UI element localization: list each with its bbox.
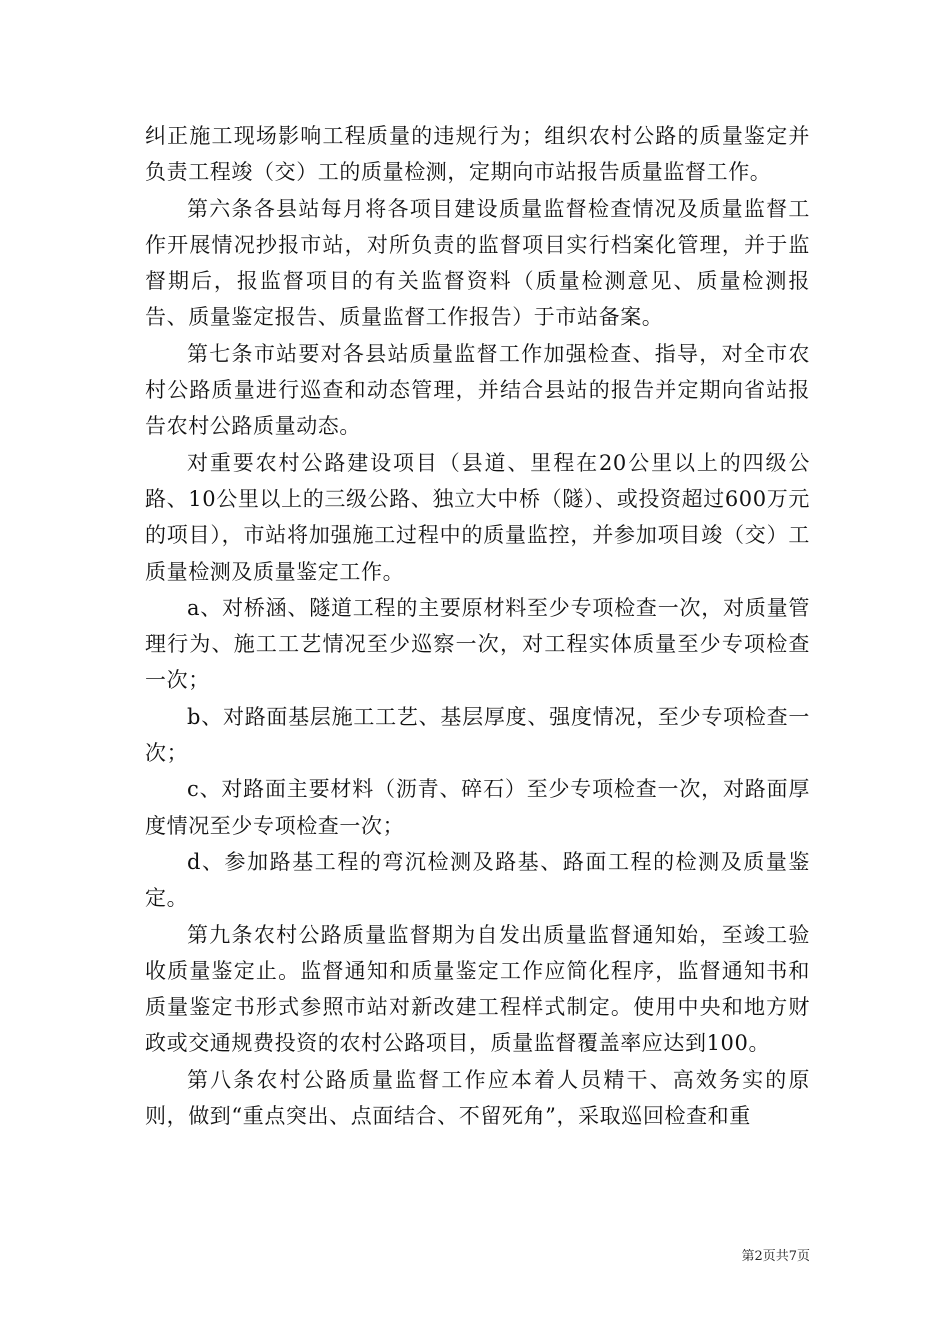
paragraph-continuation: 纠正施工现场影响工程质量的违规行为；组织农村公路的质量鉴定并负责工程竣（交）工的质量检测，定期向市站报告质量监督工作。	[145, 124, 810, 185]
paragraph-item-b: b、对路面基层施工工艺、基层厚度、强度情况，至少专项检查一次；	[145, 704, 810, 766]
paragraph-item-c: c、对路面主要材料（沥青、碎石）至少专项检查一次，对路面厚度情况至少专项检查一次；	[145, 777, 810, 838]
paragraph-item-d: d、参加路基工程的弯沉检测及路基、路面工程的检测及质量鉴定。	[145, 849, 810, 911]
paragraph-item-a: a、对桥涵、隧道工程的主要原材料至少专项检查一次，对质量管理行为、施工工艺情况至少巡察一次，对工程实体质量至少专项检查一次；	[145, 595, 810, 693]
paragraph-article-9: 第九条农村公路质量监督期为自发出质量监督通知始，至竣工验收质量鉴定止。监督通知和质量鉴定工作应简化程序，监督通知书和质量鉴定书形式参照市站对新改建工程样式制定。使用中央和地方财政或交通规费投资的农村公路项目，质量监督覆盖率应达到100。	[145, 922, 810, 1056]
paragraph-article-6: 第六条各县站每月将各项目建设质量监督检查情况及质量监督工作开展情况抄报市站，对所负责的监督项目实行档案化管理，并于监督期后，报监督项目的有关监督资料（质量检测意见、质量检测报告、质量鉴定报告、质量监督工作报告）于市站备案。	[145, 196, 810, 330]
paragraph-article-8: 第八条农村公路质量监督工作应本着人员精干、高效务实的原则，做到“重点突出、点面结合、不留死角”，采取巡回检查和重	[145, 1067, 810, 1129]
paragraph-article-7: 第七条市站要对各县站质量监督工作加强检查、指导，对全市农村公路质量进行巡查和动态管理，并结合县站的报告并定期向省站报告农村公路质量动态。	[145, 341, 810, 439]
document-body	[145, 118, 810, 1134]
paragraph-key-projects: 对重要农村公路建设项目（县道、里程在20公里以上的四级公路、10公里以上的三级公路、独立大中桥（隧）、或投资超过600万元的项目），市站将加强施工过程中的质量监控，并参加项目竣（交）工质量检测及质量鉴定工作。	[145, 450, 810, 584]
page-number-footer: 第2页共7页	[741, 1249, 810, 1264]
